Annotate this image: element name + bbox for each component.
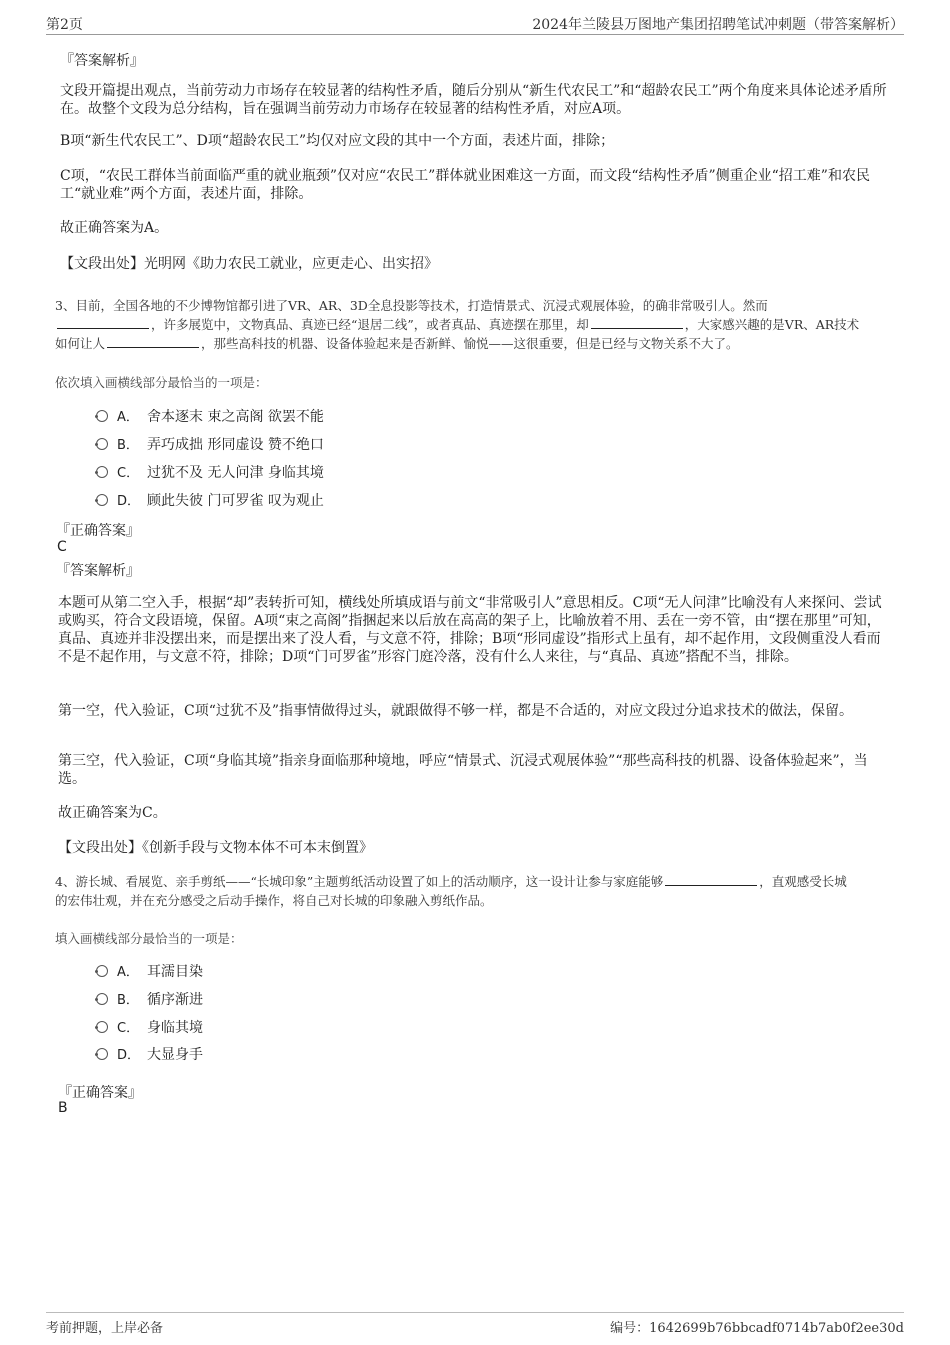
radio-icon[interactable] <box>96 410 108 422</box>
radio-icon[interactable] <box>96 1021 108 1033</box>
analysis-label: 『答案解析』 <box>56 563 140 579</box>
option-text: 大显身手 <box>147 1047 203 1063</box>
analysis-paragraph: 第一空，代入验证，C项“过犹不及”指事情做得过头，就跟做得不够一样，都是不合适的，对应文段过分追求技术的做法，保留。 <box>58 703 854 719</box>
text-source: 【文段出处】《创新手段与文物本体不可本末倒置》 <box>58 840 373 856</box>
document-code: 编号：1642699b76bbcadf0714b7ab0f2ee30d <box>610 1321 904 1336</box>
fill-blank <box>665 873 757 886</box>
option-letter: C． <box>117 466 140 481</box>
question-prompt: 依次填入画横线部分最恰当的一项是： <box>55 375 268 390</box>
option-letter: D． <box>117 1048 141 1063</box>
stem-text: ，大家感兴趣的是VR、AR技术 <box>684 317 860 332</box>
stem-text: 4、游长城、看展览、亲手剪纸——“长城印象”主题剪纸活动设置了如上的活动顺序，这一设计让参与家庭能够 <box>55 874 664 889</box>
answer-conclusion: 故正确答案为C。 <box>58 805 167 821</box>
page-footer <box>46 1312 904 1337</box>
footer-slogan: 考前押题，上岸必备 <box>46 1321 164 1336</box>
radio-icon[interactable] <box>96 466 108 478</box>
page-header <box>46 14 904 35</box>
analysis-paragraph: 文段开篇提出观点，当前劳动力市场存在较显著的结构性矛盾，随后分别从“新生代农民工”和“超龄农民工”两个角度来具体论述矛盾所在。故整个文段为总分结构，旨在强调当前劳动力市场存在较显著的结构性矛盾，对应A项。 <box>60 83 887 117</box>
analysis-paragraph: 本题可从第二空入手，根据“却”表转折可知，横线处所填成语与前文“非常吸引人”意思相反。C项“无人问津”比喻没有人来探问、尝试或购买，符合文段语境，保留。A项“束之高阁”指捆起来以后放在高高的架子上，比喻放着不用、丢在一旁不管，由“摆在那里”可知，真品、真迹并非没摆出来，而是摆出来了没人看，与文意不符，排除；B项“形同虚设”指形式上虽有，却不起作用，文段侧重没人看而不是不起作用，与文意不符，排除；D项“门可罗雀”形容门庭冷落，没有什么人来往，与“真品、真迹”搭配不当，排除。 <box>58 595 882 665</box>
analysis-paragraph: 第三空，代入验证，C项“身临其境”指亲身面临那种境地，呼应“情景式、沉浸式观展体验”“那些高科技的机器、设备体验起来”，当选。 <box>58 753 868 787</box>
question-prompt: 填入画横线部分最恰当的一项是： <box>55 931 243 946</box>
question-stem <box>55 872 900 910</box>
radio-icon[interactable] <box>96 438 108 450</box>
correct-answer: C <box>57 539 67 555</box>
question-stem <box>55 296 900 353</box>
fill-blank <box>107 335 199 348</box>
stem-text: ，直观感受长城 <box>759 874 847 889</box>
option-text: 顾此失彼 门可罗雀 叹为观止 <box>147 493 324 509</box>
stem-text: ，许多展览中，文物真品、真迹已经“退居二线”，或者真品、真迹摆在那里，却 <box>151 317 589 332</box>
correct-answer-label: 『正确答案』 <box>58 1085 142 1101</box>
option-letter: C． <box>117 1021 140 1036</box>
page-number: 第2页 <box>46 17 83 33</box>
analysis-label: 『答案解析』 <box>60 53 144 69</box>
option-text: 身临其境 <box>147 1020 203 1036</box>
document-title: 2024年兰陵县万图地产集团招聘笔试冲刺题（带答案解析） <box>532 17 904 33</box>
correct-answer: B <box>58 1100 68 1116</box>
answer-conclusion: 故正确答案为A。 <box>60 220 169 236</box>
analysis-paragraph: C项，“农民工群体当前面临严重的就业瓶颈”仅对应“农民工”群体就业困难这一方面，而文段“结构性矛盾”侧重企业“招工难”和农民工“就业难”两个方面，表述片面，排除。 <box>60 168 870 202</box>
fill-blank <box>57 316 149 329</box>
stem-text: ，那些高科技的机器、设备体验起来是否新鲜、愉悦——这很重要，但是已经与文物关系不大了。 <box>201 336 739 351</box>
option-letter: B． <box>117 993 139 1008</box>
radio-icon[interactable] <box>96 965 108 977</box>
radio-icon[interactable] <box>96 993 108 1005</box>
option-text: 循序渐进 <box>147 992 203 1008</box>
radio-icon[interactable] <box>96 494 108 506</box>
stem-text: 3、目前，全国各地的不少博物馆都引进了VR、AR、3D全息投影等技术，打造情景式、沉浸式观展体验，的确非常吸引人。然而 <box>55 298 768 313</box>
option-letter: D． <box>117 494 141 509</box>
option-text: 舍本逐末 束之高阁 欲罢不能 <box>147 409 324 425</box>
radio-icon[interactable] <box>96 1048 108 1060</box>
option-letter: B． <box>117 438 139 453</box>
option-letter: A． <box>117 410 139 425</box>
option-text: 过犹不及 无人问津 身临其境 <box>147 465 324 481</box>
stem-text: 如何让人 <box>55 336 106 351</box>
stem-text: 的宏伟壮观，并在充分感受之后动手操作，将自己对长城的印象融入剪纸作品。 <box>55 893 493 908</box>
text-source: 【文段出处】光明网《助力农民工就业，应更走心、出实招》 <box>60 256 438 272</box>
option-letter: A． <box>117 965 139 980</box>
option-text: 耳濡目染 <box>147 964 203 980</box>
option-text: 弄巧成拙 形同虚设 赞不绝口 <box>147 437 324 453</box>
correct-answer-label: 『正确答案』 <box>56 523 140 539</box>
analysis-paragraph: B项“新生代农民工”、D项“超龄农民工”均仅对应文段的其中一个方面，表述片面，排除； <box>60 133 615 149</box>
fill-blank <box>591 316 683 329</box>
